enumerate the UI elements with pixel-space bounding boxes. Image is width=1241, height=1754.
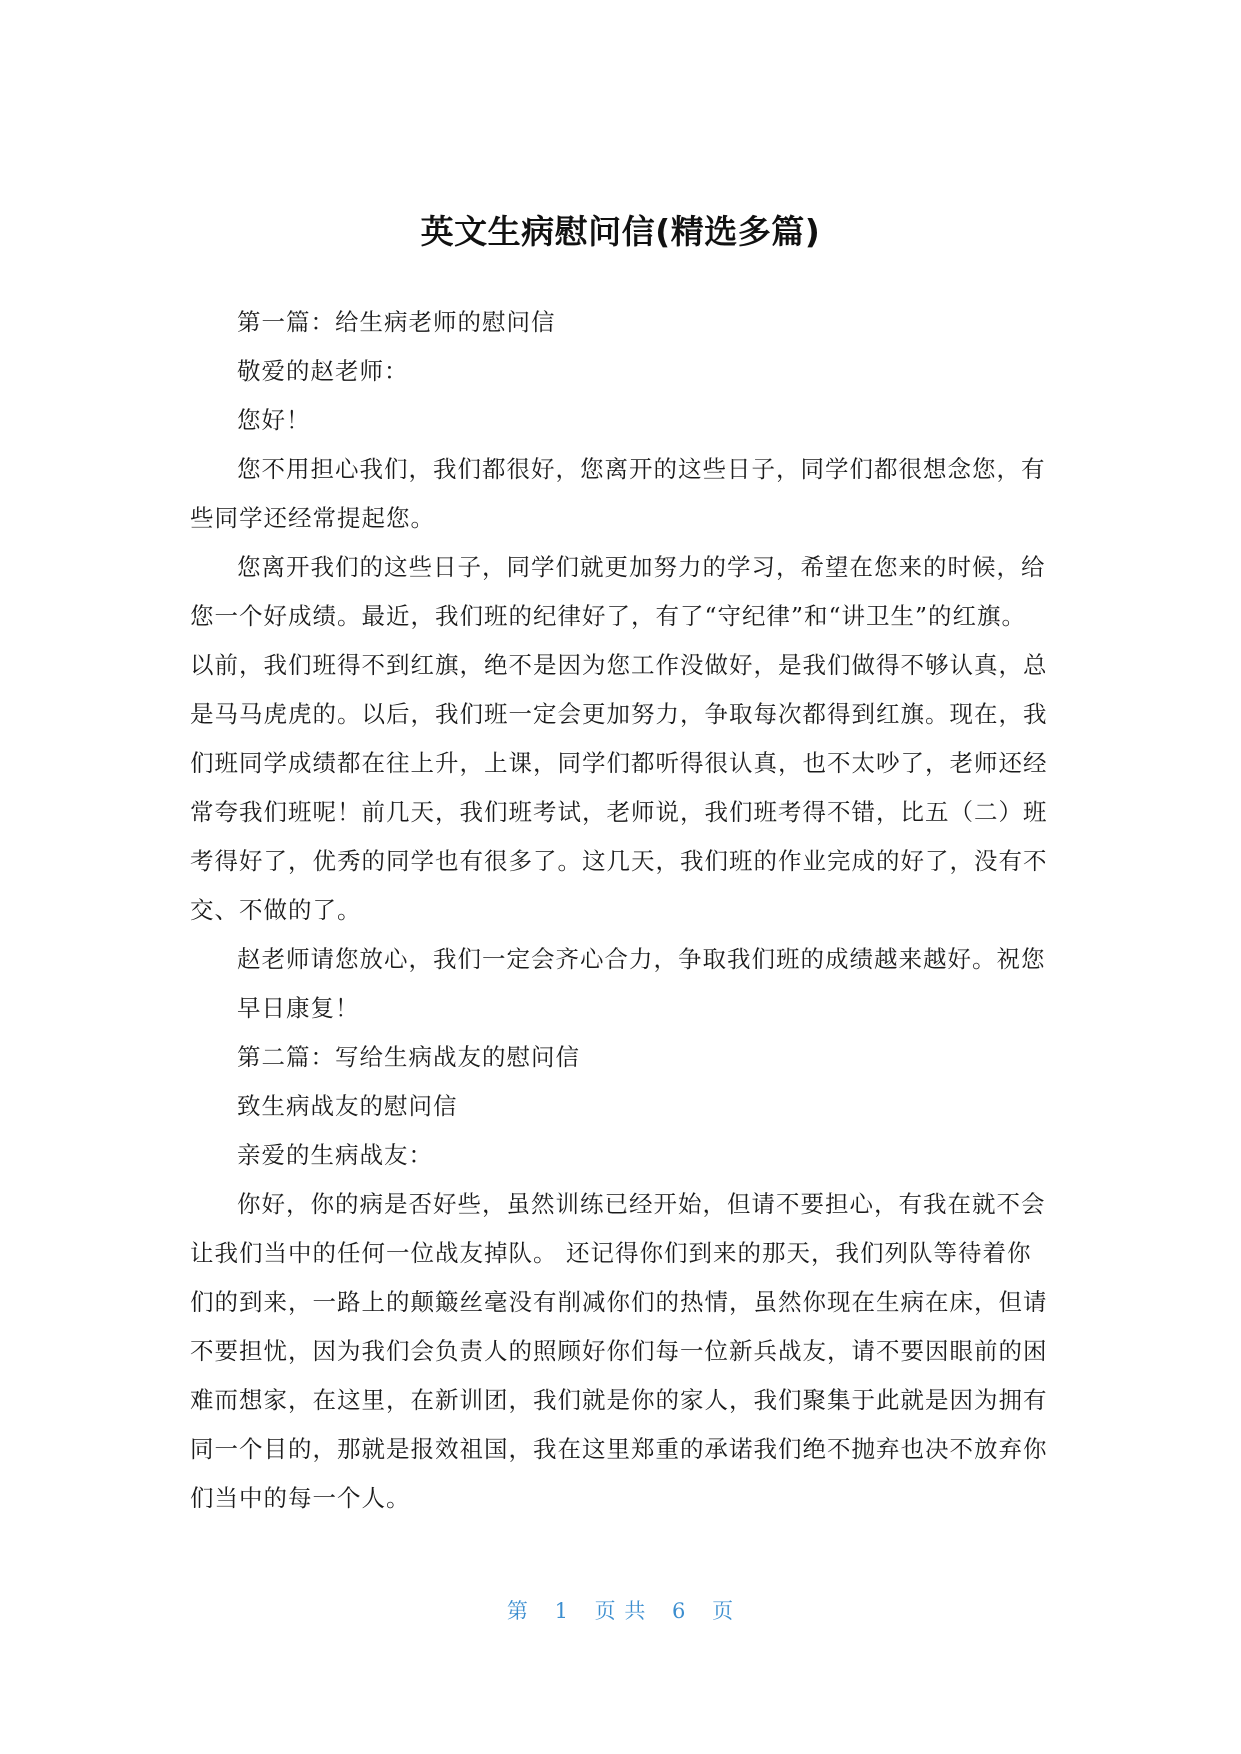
section-heading-1: 第一篇：给生病老师的慰问信 <box>237 308 556 336</box>
current-page-number: 1 <box>554 1599 569 1623</box>
body-paragraph: 你好，你的病是否好些，虽然训练已经开始，但请不要担心，有我在就不会让我们当中的任何一位战友掉队。 还记得你们到来的那天，我们列队等待着你们的到来，一路上的颠簸丝毫没有削减你们的热情，虽然你现在生病在床，但请不要担忧，因为我们会负责人的照顾好你们每一位新兵战友，请不要因眼前的困难而想家，在这里，在新训团，我们就是你的家人，我们聚集于此就是因为拥有同一个目的，那就是报效祖国，我在这里郑重的承诺我们绝不抛弃也决不放弃你们当中的每一个人。 <box>190 1190 1048 1512</box>
body-paragraph: 您不用担心我们，我们都很好，您离开的这些日子，同学们都很想念您，有些同学还经常提起您。 <box>190 455 1046 532</box>
section-heading-2: 第二篇：写给生病战友的慰问信 <box>237 1043 580 1071</box>
total-pages-number: 6 <box>672 1599 687 1623</box>
salutation-2: 亲爱的生病战友： <box>237 1141 433 1169</box>
closing-wish-1: 早日康复！ <box>237 994 360 1022</box>
body-paragraph: 赵老师请您放心，我们一定会齐心合力，争取我们班的成绩越来越好。祝您 <box>237 945 1046 973</box>
page-mid-label: 页 共 <box>594 1599 647 1623</box>
greeting-1: 您好！ <box>237 406 311 434</box>
page-footer <box>0 1596 1241 1626</box>
page-suffix-label: 页 <box>712 1599 735 1623</box>
letter-subtitle-2: 致生病战友的慰问信 <box>237 1092 458 1120</box>
document-body <box>190 298 1050 1523</box>
document-title: 英文生病慰问信(精选多篇) <box>420 212 821 252</box>
page-label: 第 <box>506 1599 529 1623</box>
salutation-1: 敬爱的赵老师： <box>237 357 409 385</box>
body-paragraph: 您离开我们的这些日子，同学们就更加努力的学习，希望在您来的时候，给您一个好成绩。最近，我们班的纪律好了，有了“守纪律”和“讲卫生”的红旗。以前，我们班得不到红旗，绝不是因为您工作没做好，是我们做得不够认真，总是马马虎虎的。以后，我们班一定会更加努力，争取每次都得到红旗。现在，我们班同学成绩都在往上升，上课，同学们都听得很认真，也不太吵了，老师还经常夸我们班呢！前几天，我们班考试，老师说，我们班考得不错，比五（二）班考得好了，优秀的同学也有很多了。这几天，我们班的作业完成的好了，没有不交、不做的了。 <box>190 553 1048 924</box>
